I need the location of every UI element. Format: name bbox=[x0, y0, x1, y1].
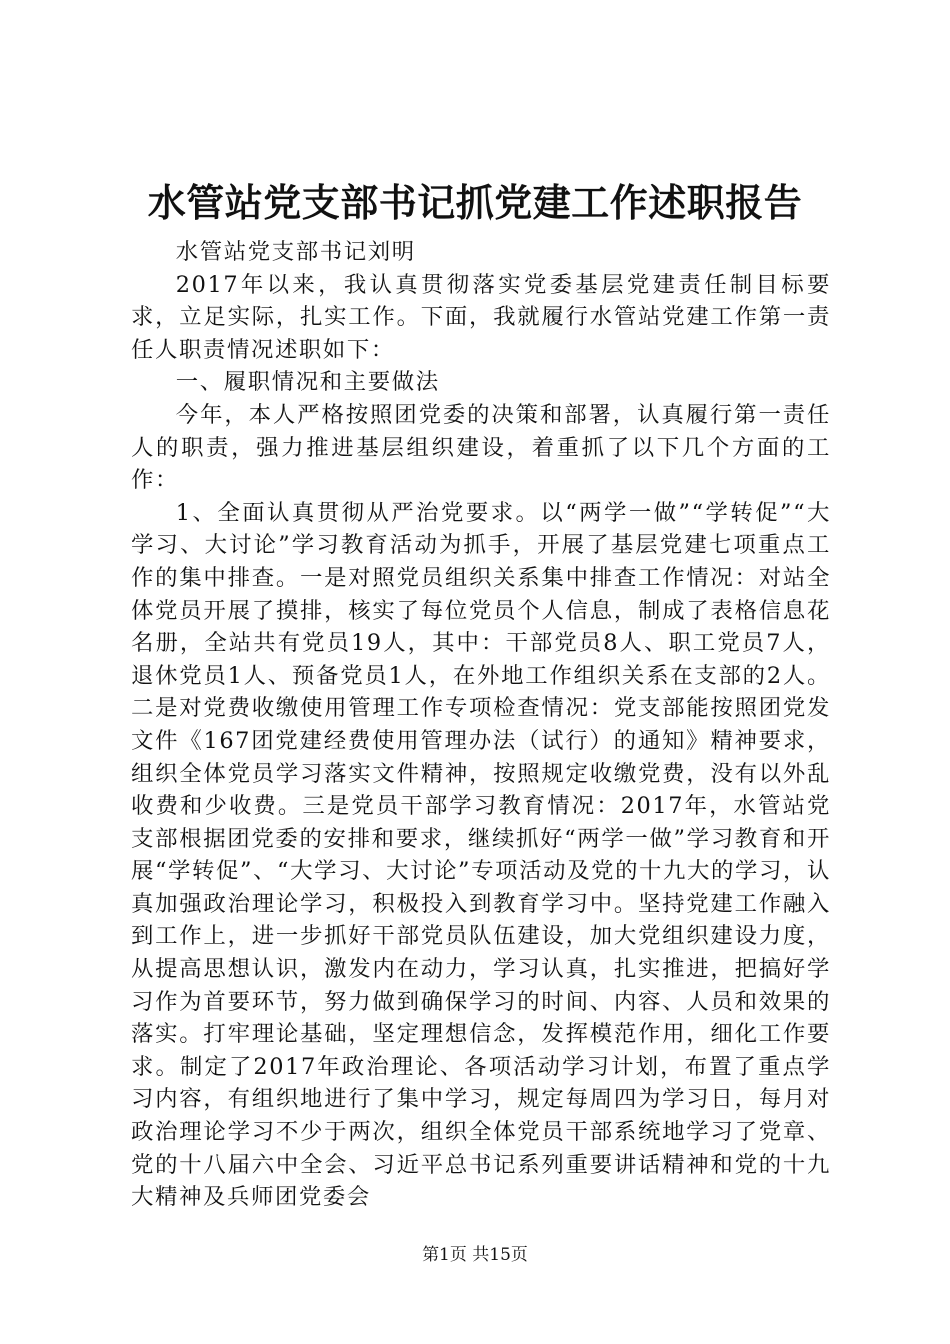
document-body bbox=[131, 236, 831, 1214]
section-heading: 一、履职情况和主要做法 bbox=[175, 369, 440, 396]
item-one-paragraph: 1、全面认真贯彻从严治党要求。以“两学一做”“学转促”“大学习、大讨论”学习教育活动为抓手，开展了基层党建七项重点工作的集中排查。一是对照党员组织关系集中排查工作情况：对站全体党员开展了摸排，核实了每位党员个人信息，制成了表格信息花名册，全站共有党员19人，其中：干部党员8人、职工党员7人，退休党员1人、预备党员1人，在外地工作组织关系在支部的2人。二是对党费收缴使用管理工作专项检查情况：党支部能按照团党发文件《167团党建经费使用管理办法（试行）的通知》精神要求，组织全体党员学习落实文件精神，按照规定收缴党费，没有以外乱收费和少收费。三是党员干部学习教育情况：2017年，水管站党支部根据团党委的安排和要求，继续抓好“两学一做”学习教育和开展“学转促”、“大学习、大讨论”专项活动及党的十九大的学习，认真加强政治理论学习，积极投入到教育学习中。坚持党建工作融入到工作上，进一步抓好干部党员队伍建设，加大党组织建设力度，从提高思想认识，激发内在动力，学习认真，扎实推进，把搞好学习作为首要环节，努力做到确保学习的时间、内容、人员和效果的落实。打牢理论基础，坚定理想信念，发挥模范作用，细化工作要求。制定了2017年政治理论、各项活动学习计划，布置了重点学习内容，有组织地进行了集中学习，规定每周四为学习日，每月对政治理论学习不少于两次，组织全体党员干部系统地学习了党章、党的十八届六中全会、习近平总书记系列重要讲话精神和党的十九大精神及兵师团党委会 bbox=[131, 499, 831, 1211]
intro-paragraph: 2017年以来，我认真贯彻落实党委基层党建责任制目标要求，立足实际，扎实工作。下面，我就履行水管站党建工作第一责任人职责情况述职如下： bbox=[131, 271, 831, 363]
author-line: 水管站党支部书记刘明 bbox=[175, 239, 416, 265]
page-footer: 第1页 共15页 bbox=[422, 1245, 528, 1265]
section-intro-paragraph: 今年，本人严格按照团党委的决策和部署，认真履行第一责任人的职责，强力推进基层组织建设，着重抓了以下几个方面的工作： bbox=[131, 401, 831, 494]
document-title: 水管站党支部书记抓党建工作述职报告 bbox=[147, 180, 803, 225]
